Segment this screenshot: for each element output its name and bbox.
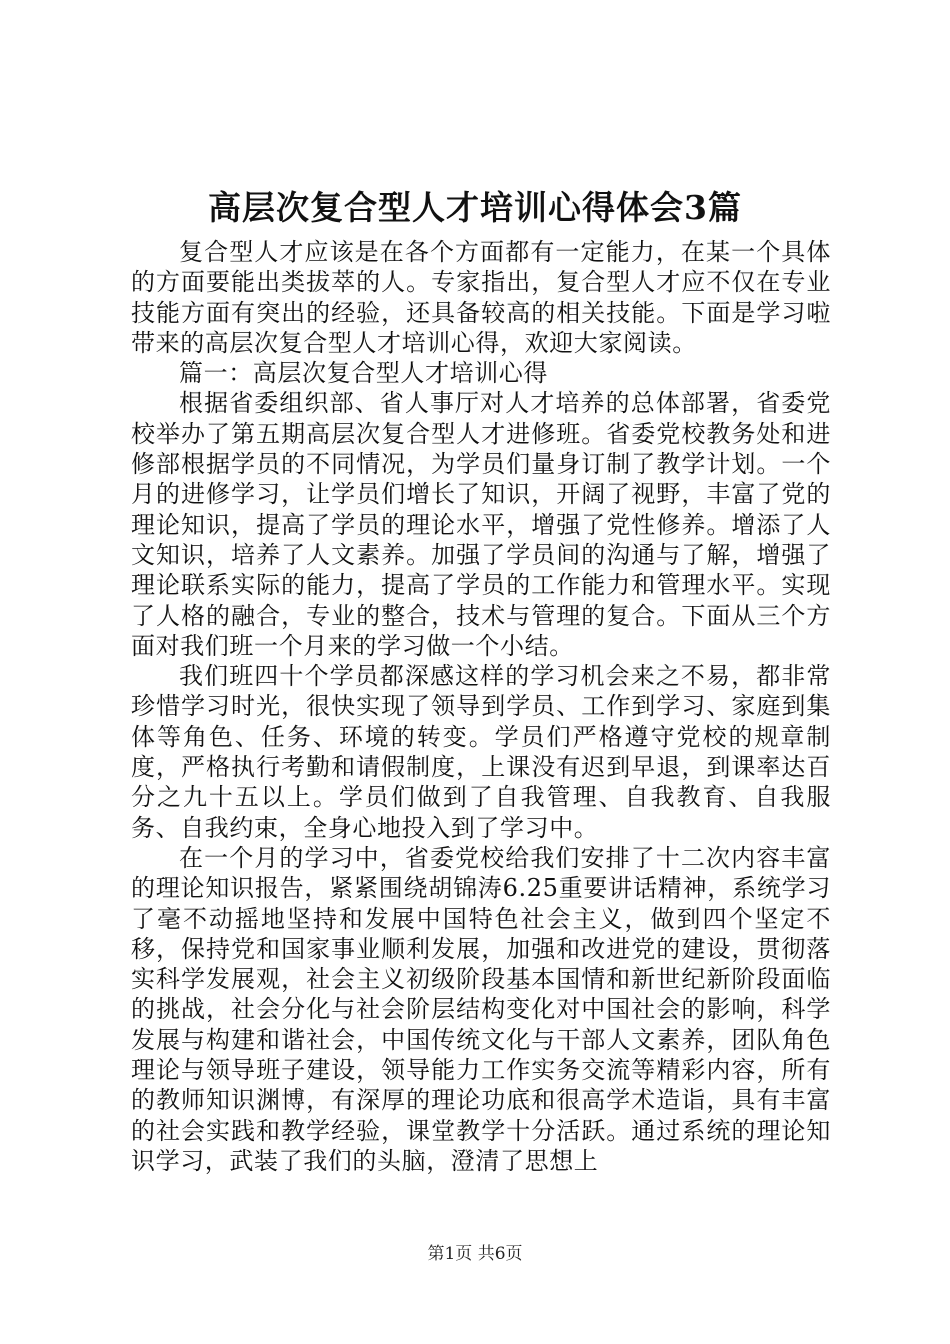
section-heading: 篇一：高层次复合型人才培训心得 (179, 359, 548, 388)
page-number-footer: 第1页 共6页 (427, 1244, 523, 1264)
document-body (131, 237, 831, 1176)
page-title: 高层次复合型人才培训心得体会3篇 (208, 188, 742, 227)
intro-paragraph: 复合型人才应该是在各个方面都有一定能力，在某一个具体的方面要能出类拔萃的人。专家指出，复合型人才应不仅在专业技能方面有突出的经验，还具备较高的相关技能。下面是学习啦带来的高层次复合型人才培训心得，欢迎大家阅读。 (131, 238, 831, 357)
body-paragraph-1: 根据省委组织部、省人事厅对人才培养的总体部署，省委党校举办了第五期高层次复合型人才进修班。省委党校教务处和进修部根据学员的不同情况，为学员们量身订制了教学计划。一个月的进修学习，让学员们增长了知识，开阔了视野，丰富了党的理论知识，提高了学员的理论水平，增强了党性修养。增添了人文知识，培养了人文素养。加强了学员间的沟通与了解，增强了理论联系实际的能力，提高了学员的工作能力和管理水平。实现了人格的融合，专业的整合，技术与管理的复合。下面从三个方面对我们班一个月来的学习做一个小结。 (131, 389, 831, 660)
body-paragraph-3: 在一个月的学习中，省委党校给我们安排了十二次内容丰富的理论知识报告，紧紧围绕胡锦涛6.25重要讲话精神，系统学习了毫不动摇地坚持和发展中国特色社会主义，做到四个坚定不移，保持党和国家事业顺利发展，加强和改进党的建设，贯彻落实科学发展观，社会主义初级阶段基本国情和新世纪新阶段面临的挑战，社会分化与社会阶层结构变化对中国社会的影响，科学发展与构建和谐社会，中国传统文化与干部人文素养，团队角色理论与领导班子建设，领导能力工作实务交流等精彩内容，所有的教师知识渊博，有深厚的理论功底和很高学术造诣，具有丰富的社会实践和教学经验，课堂教学十分活跃。通过系统的理论知识学习，武装了我们的头脑，澄清了思想上 (131, 843, 831, 1175)
body-paragraph-2: 我们班四十个学员都深感这样的学习机会来之不易，都非常珍惜学习时光，很快实现了领导到学员、工作到学习、家庭到集体等角色、任务、环境的转变。学员们严格遵守党校的规章制度，严格执行考勤和请假制度，上课没有迟到早退，到课率达百分之九十五以上。学员们做到了自我管理、自我教育、自我服务、自我约束，全身心地投入到了学习中。 (131, 662, 831, 842)
